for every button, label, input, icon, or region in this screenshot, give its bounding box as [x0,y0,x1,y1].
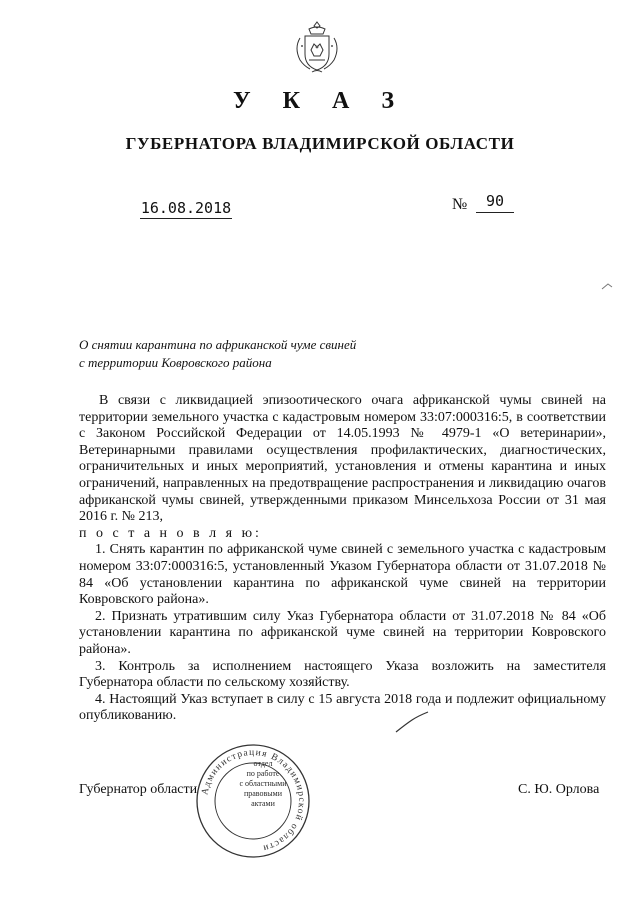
signatory-title: Губернатор области [79,782,198,797]
document-title: У К А З [232,88,407,114]
preamble-paragraph: В связи с ликвидацией эпизоотического очага африканской чумы свиней на территории земельного участка с кадастровым номером 33:07:000316:5, в соответствии с Законом Российской Федерации от 14.05.1993 № 4979-1 «О ветеринарии», Ветеринарными правилами осуществления профилактических, диагностических, ограничительных и иных мероприятий, установления и отмены карантина и иных ограничений, направленных на предотвращение распространения и ликвидацию очагов африканской чумы свиней, утвержденными приказом Минсельхоза России от 31 мая 2016 г. № 213, [79,393,606,525]
stamp-ring-text: Администрация Владимирской области [200,747,307,854]
stamp-inner-text [234,759,292,809]
document-date: 16.08.2018 [140,199,232,217]
decree-item-1: 1. Снять карантин по африканской чуме свиней с земельного участка с кадастровым номером 33:07:000316:5, установленный Указом Губернатора области от 31.07.2018 № 84 «Об установлении карантина по африканской чуме свиней на территории Ковровского района». [79,542,606,608]
stamp-inner-line-3: с областными [239,779,287,788]
stamp-inner-line-5: актами [251,799,275,808]
number-sign: № [452,196,468,213]
stamp-inner-line-2: по работе [246,769,280,778]
signatory-name: С. Ю. Орлова [518,782,600,797]
decree-item-3: 3. Контроль за исполнением настоящего Указа возложить на заместителя Губернатора области по сельскому хозяйству. [79,658,606,691]
document-subtitle: ГУБЕРНАТОРА ВЛАДИМИРСКОЙ ОБЛАСТИ [125,134,515,153]
postanovlyayu-line: п о с т а н о в л я ю: [79,525,262,541]
decree-item-2: 2. Признать утратившим силу Указ Губернатора области от 31.07.2018 № 84 «Об установлении карантина по африканской чуме свиней на территории Ковровского района». [79,608,606,657]
decree-item-4: 4. Настоящий Указ вступает в силу с 15 августа 2018 года и подлежит официальному опубликованию. [79,691,606,724]
subject-line-2: с территории Ковровского района [79,355,272,370]
handwritten-correction-mark [392,710,432,736]
document-subject [79,336,379,372]
coat-of-arms-emblem [292,20,342,74]
stamp-inner-line-4: правовыми [243,789,283,798]
pen-tick-mark [600,280,620,292]
document-body [79,393,606,725]
subject-line-1: О снятии карантина по африканской чуме свиней [79,337,357,352]
document-number-block [452,190,518,218]
document-number: 90 [476,190,514,213]
stamp-inner-line-1: отдел [253,759,273,768]
